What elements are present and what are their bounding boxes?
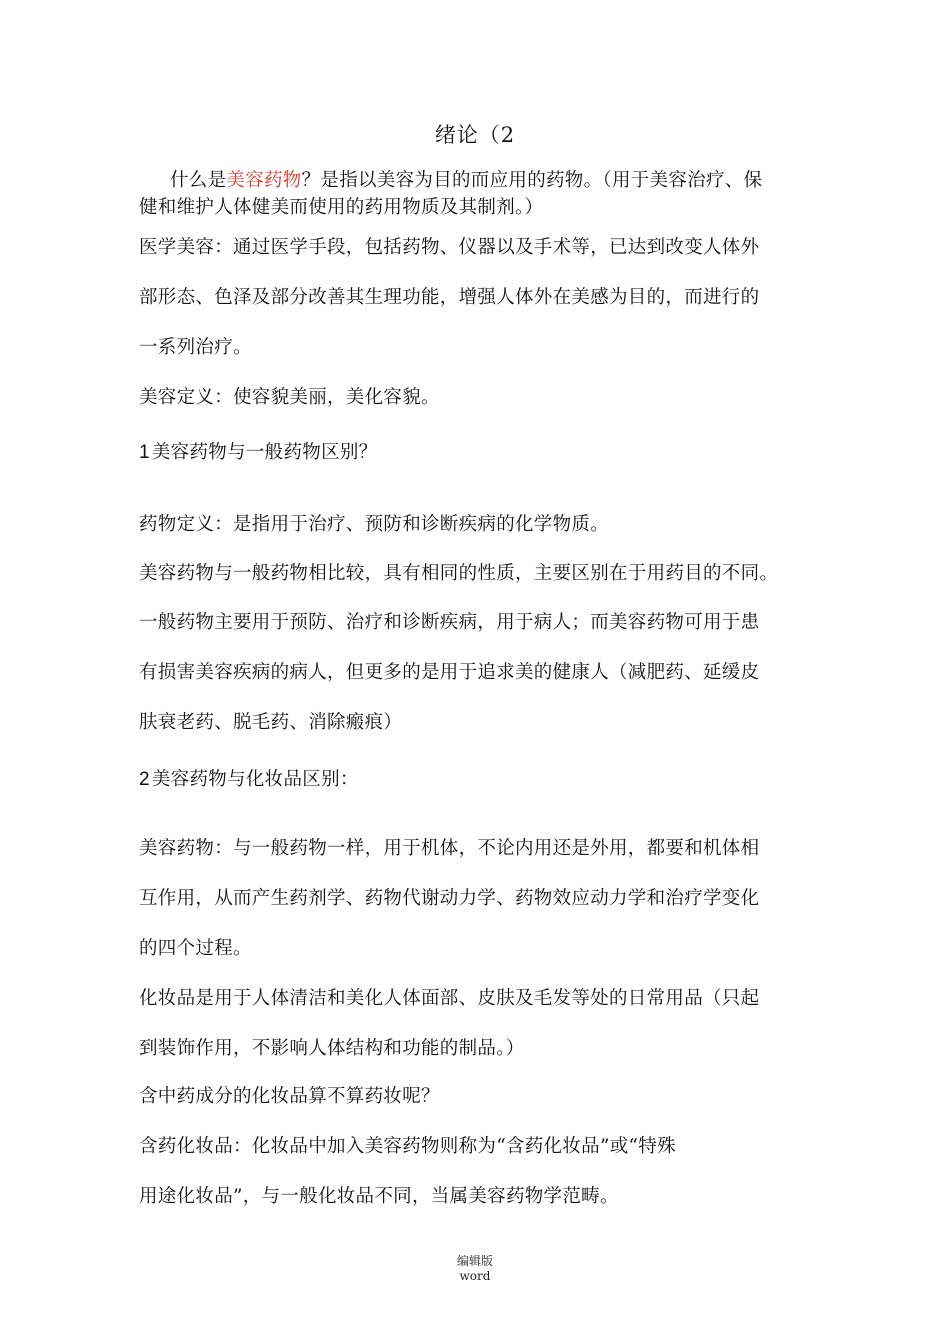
intro-line-2: 健和维护人体健美而使用的药用物质及其制剂。） <box>139 197 544 218</box>
comparison-line-4: 肤衰老药、脱毛药、消除瘢痕） <box>139 712 403 733</box>
medical-beauty-line-2: 部形态、色泽及部分改善其生理功能，增强人体外在美感为目的，而进行的 <box>139 287 760 308</box>
medicated-cosmetics-line-2: 用途化妆品”，与一般化妆品不同，当属美容药物学范畴。 <box>139 1186 619 1207</box>
highlighted-term: 美容药物 <box>226 170 302 191</box>
intro-rest: ？是指以美容为目的而应用的药物。（用于美容治疗、保 <box>301 170 763 191</box>
intro-prefix: 什么是 <box>170 170 227 191</box>
comparison-line-1: 美容药物与一般药物相比较，具有相同的性质，主要区别在于用药目的不同。 <box>139 563 779 584</box>
medical-beauty-line-1: 医学美容：通过医学手段，包括药物、仪器以及手术等，已达到改变人体外 <box>139 237 760 258</box>
section-1-title: 美容药物与一般药物区别？ <box>151 442 378 463</box>
footer-edit-label: 编辑版 <box>456 1254 493 1268</box>
beauty-drug-line-3: 的四个过程。 <box>139 938 252 959</box>
drug-definition: 药物定义：是指用于治疗、预防和诊断疾病的化学物质。 <box>139 514 610 535</box>
cosmetics-line-1: 化妆品是用于人体清洁和美化人体面部、皮肤及毛发等处的日常用品（只起 <box>139 988 760 1009</box>
beauty-definition: 美容定义：使容貌美丽，美化容貌。 <box>139 387 440 408</box>
beauty-drug-line-2: 互作用，从而产生药剂学、药物代谢动力学、药物效应动力学和治疗学变化 <box>139 888 760 909</box>
comparison-line-3: 有损害美容疾病的病人，但更多的是用于追求美的健康人（减肥药、延缓皮 <box>139 662 760 683</box>
intro-line-1 <box>170 168 762 194</box>
footer-word-label: word <box>459 1269 491 1283</box>
question-line: 含中药成分的化妆品算不算药妆呢？ <box>139 1086 440 1107</box>
cosmetics-line-2: 到装饰作用，不影响人体结构和功能的制品。） <box>139 1038 525 1059</box>
section-1-number: 1 <box>139 442 150 463</box>
beauty-drug-line-1: 美容药物：与一般药物一样，用于机体，不论内用还是外用，都要和机体相 <box>139 838 760 859</box>
section-2-heading <box>139 767 359 793</box>
medicated-cosmetics-line-1: 含药化妆品：化妆品中加入美容药物则称为“含药化妆品”或“特殊 <box>139 1136 676 1157</box>
page-title: 绪论（2 <box>434 123 516 147</box>
medical-beauty-line-3: 一系列治疗。 <box>139 337 252 358</box>
section-2-title: 美容药物与化妆品区别： <box>151 769 359 790</box>
comparison-line-2: 一般药物主要用于预防、治疗和诊断疾病，用于病人；而美容药物可用于患 <box>139 612 760 633</box>
section-2-number: 2 <box>139 769 150 790</box>
section-1-heading <box>139 440 377 466</box>
